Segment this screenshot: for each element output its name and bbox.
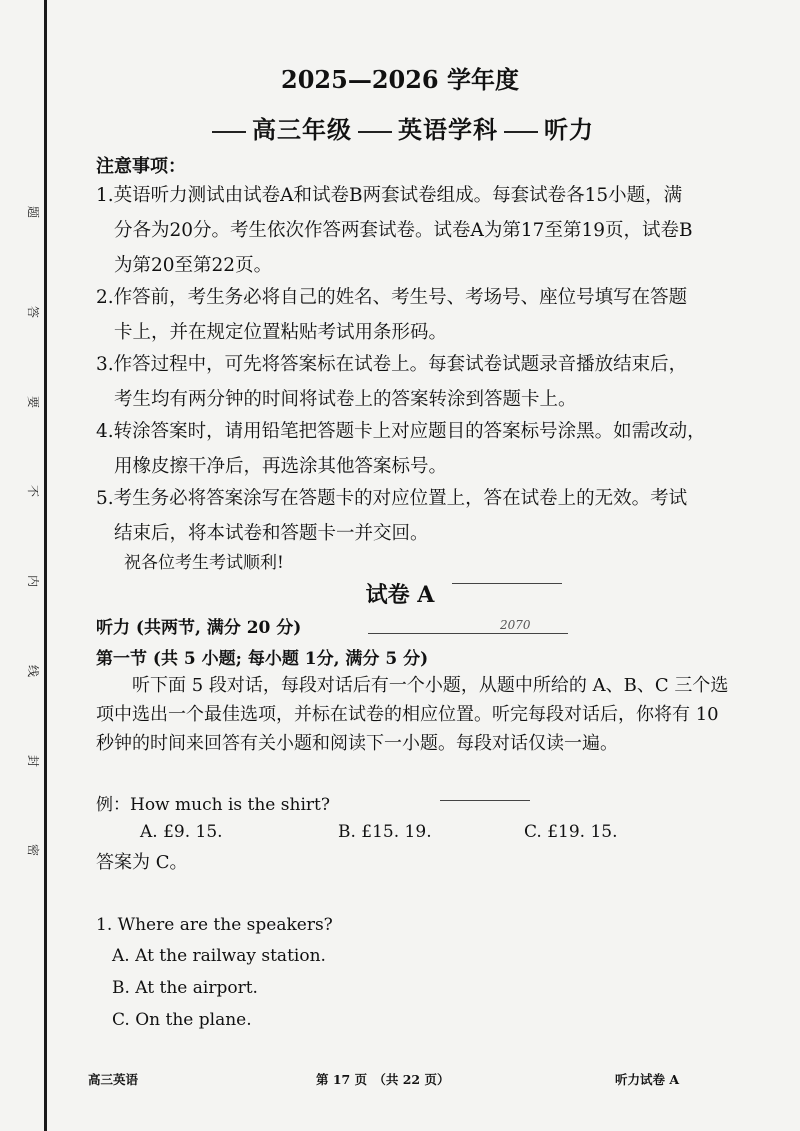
subject-label: 英语学科	[398, 115, 498, 144]
section-title: 试卷 A	[365, 582, 435, 608]
margin-char: 不	[26, 484, 40, 497]
binding-line	[44, 0, 47, 1131]
handwritten-note: 2070	[500, 618, 531, 632]
school-year-title: 2025—2026 学年度	[281, 65, 519, 94]
part-label: 听力	[544, 115, 594, 144]
question-option[interactable]: C. On the plane.	[112, 1010, 252, 1030]
grade-label: 高三年级	[252, 115, 352, 144]
note-item	[96, 178, 742, 283]
note-line: 考生均有两分钟的时间将试卷上的答案转涂到答题卡上。	[114, 389, 577, 410]
exam-subtitle	[0, 110, 800, 145]
listening-heading: 听力 (共两节, 满分 20 分)	[96, 618, 302, 638]
note-item	[96, 280, 742, 350]
margin-char: 线	[26, 664, 40, 677]
question-option[interactable]: A. At the railway station.	[112, 946, 326, 966]
note-item	[96, 481, 742, 551]
fill-rule	[358, 131, 392, 133]
example-question: 例：How much is the shirt?	[96, 795, 330, 815]
margin-char: 密	[26, 843, 40, 856]
question-option[interactable]: B. At the airport.	[112, 978, 258, 998]
example-option: A. £9. 15.	[140, 822, 223, 842]
margin-char: 内	[26, 574, 40, 587]
footer-page-number: 第 17 页 （共 22 页）	[316, 1072, 450, 1087]
question-stem: 1. Where are the speakers?	[96, 915, 333, 935]
fill-rule	[504, 131, 538, 133]
fill-rule	[212, 131, 246, 133]
note-line: 3.作答过程中，可先将答案标在试卷上。每套试卷试题录音播放结束后，	[96, 354, 688, 375]
instructions-paragraph: 听下面 5 段对话，每段对话后有一个小题，从题中所给的 A、B、C 三个选项中选出一个最佳选项，并标在试卷的相应位置。听完每段对话后，你将有 10 秒钟的时间来回答有关小题和阅读下一小题。每段对话仅读一遍。	[96, 675, 729, 754]
footer-subject: 高三英语	[88, 1072, 139, 1087]
note-line: 结束后，将本试卷和答题卡一并交回。	[114, 523, 429, 544]
note-line: 2.作答前，考生务必将自己的姓名、考生号、考场号、座位号填写在答题	[96, 287, 688, 308]
good-luck-wish: 祝各位考生考试顺利!	[124, 553, 284, 573]
footer-paper-label: 听力试卷 A	[615, 1072, 680, 1087]
margin-char: 要	[26, 395, 40, 408]
example-answer: 答案为 C。	[96, 852, 188, 873]
note-line: 1.英语听力测试由试卷A和试卷B两套试卷组成。每套试卷各15小题，满	[96, 185, 683, 206]
note-item	[96, 414, 742, 484]
note-line: 5.考生务必将答案涂写在答题卡的对应位置上，答在试卷上的无效。考试	[96, 488, 688, 509]
pencil-mark	[452, 583, 562, 584]
note-line: 分各为20分。考生依次作答两套试卷。试卷A为第17至第19页，试卷B	[114, 220, 693, 241]
note-line: 用橡皮擦干净后，再选涂其他答案标号。	[114, 456, 448, 477]
note-line: 4.转涂答案时，请用铅笔把答题卡上对应题目的答案标号涂黑。如需改动，	[96, 421, 706, 442]
part-one-heading: 第一节 (共 5 小题; 每小题 1分, 满分 5 分)	[96, 649, 429, 669]
notes-title: 注意事项：	[96, 156, 186, 177]
margin-char: 答	[26, 305, 40, 318]
example-option: C. £19. 15.	[524, 822, 618, 842]
margin-char: 题	[26, 205, 40, 218]
pencil-mark	[440, 800, 530, 801]
note-line: 卡上，并在规定位置粘贴考试用条形码。	[114, 322, 448, 343]
note-line: 为第20至第22页。	[114, 255, 273, 276]
note-item	[96, 347, 742, 417]
pencil-mark	[368, 633, 568, 634]
example-option: B. £15. 19.	[338, 822, 432, 842]
margin-char: 封	[26, 754, 40, 767]
